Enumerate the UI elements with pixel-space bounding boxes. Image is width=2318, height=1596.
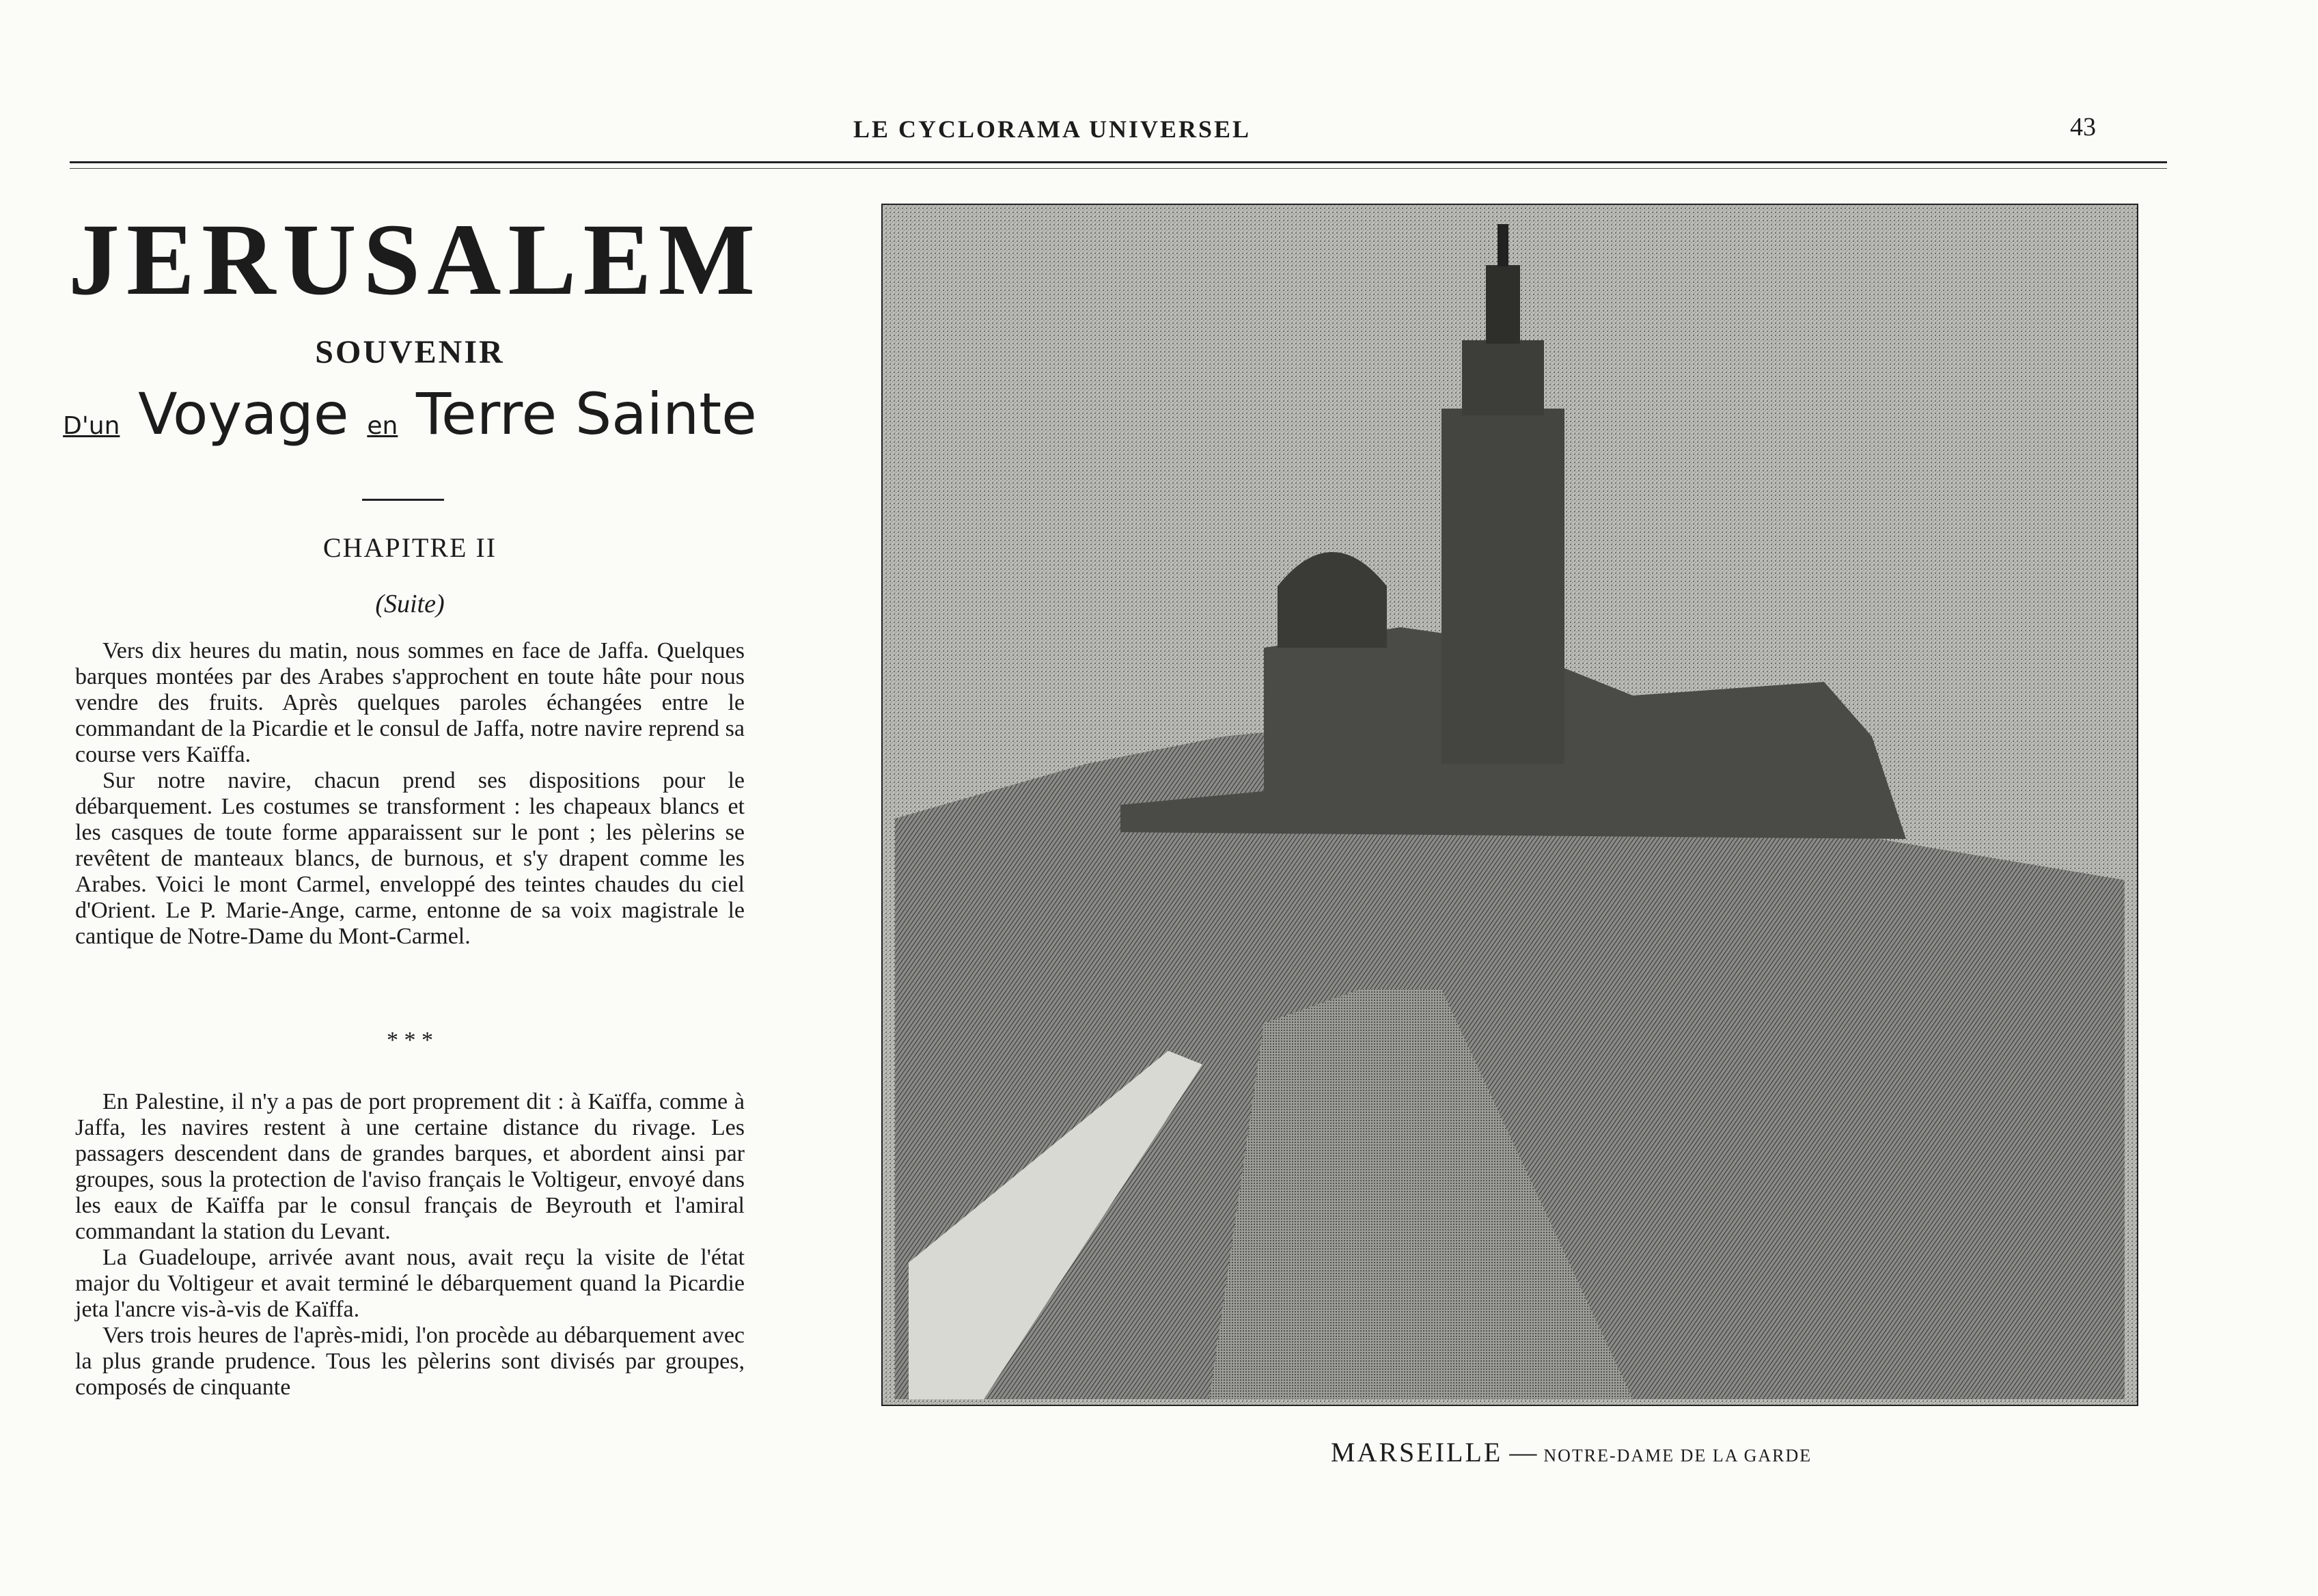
voyage-rest: Terre Sainte (416, 381, 757, 448)
caption-main: MARSEILLE (1330, 1437, 1503, 1468)
voyage-word: Voyage (138, 381, 349, 448)
voyage-prefix: D'un (63, 412, 120, 440)
chapter-heading: CHAPITRE II (322, 532, 497, 563)
caption-sub: NOTRE-DAME DE LA GARDE (1543, 1446, 1812, 1466)
caption-dash: — (1502, 1437, 1544, 1468)
article-title: JERUSALEM (68, 203, 762, 316)
paragraph: En Palestine, il n'y a pas de port proprement dit : à Kaïffa, comme à Jaffa, les navires restent à une certaine distance du rivage. Les passagers descendent dans de grandes barques, et abordent ainsi par groupes, sous la protection de l'aviso français le Voltigeur, envoyé dans les eaux de Kaïffa par le consul français de Beyrouth et l'amiral commandant la station du Levant. (75, 1089, 745, 1244)
paragraph: Vers trois heures de l'après-midi, l'on procède au débarquement avec la plus grande prudence. Tous les pèlerins sont divisés par groupes, composés de cinquante (75, 1323, 745, 1400)
body-section-2 (75, 1089, 745, 1401)
article-subheading (41, 381, 779, 448)
engraving-svg (881, 204, 2138, 1406)
header-rule (70, 161, 2167, 163)
illustration-caption (1093, 1436, 2050, 1468)
article-subtitle: SOUVENIR (315, 334, 505, 370)
section-separator: * * * (387, 1028, 433, 1053)
paragraph: Sur notre navire, chacun prend ses dispositions pour le débarquement. Les costumes se transforment : les chapeaux blancs et les casques de toute forme apparaissent sur le pont ; les pèlerins se revêtent de manteaux blancs, de burnous, et s'y drapent comme les Arabes. Voici le mont Carmel, enveloppé des teintes chaudes du ciel d'Orient. Le P. Marie-Ange, carme, entonne de sa voix magistrale le cantique de Notre-Dame du Mont-Carmel. (75, 768, 745, 949)
running-title: LE CYCLORAMA UNIVERSEL (853, 115, 1252, 143)
paragraph: Vers dix heures du matin, nous sommes en face de Jaffa. Quelques barques montées par des Arabes s'approchent en toute hâte pour nous vendre des fruits. Après quelques paroles échangées entre le commandant de la Picardie et le consul de Jaffa, notre navire reprend sa course vers Kaïffa. (75, 638, 745, 767)
chapter-suite: (Suite) (375, 590, 445, 618)
paragraph: La Guadeloupe, arrivée avant nous, avait reçu la visite de l'état major du Voltigeur et avait terminé le débarquement quand la Picardie jeta l'ancre vis-à-vis de Kaïffa. (75, 1245, 745, 1322)
page-number: 43 (2070, 113, 2096, 141)
body-section-1 (75, 638, 745, 950)
voyage-en: en (367, 412, 398, 440)
section-rule (362, 499, 444, 501)
engraving-illustration (881, 204, 2138, 1406)
header-rule-thin (70, 168, 2167, 169)
